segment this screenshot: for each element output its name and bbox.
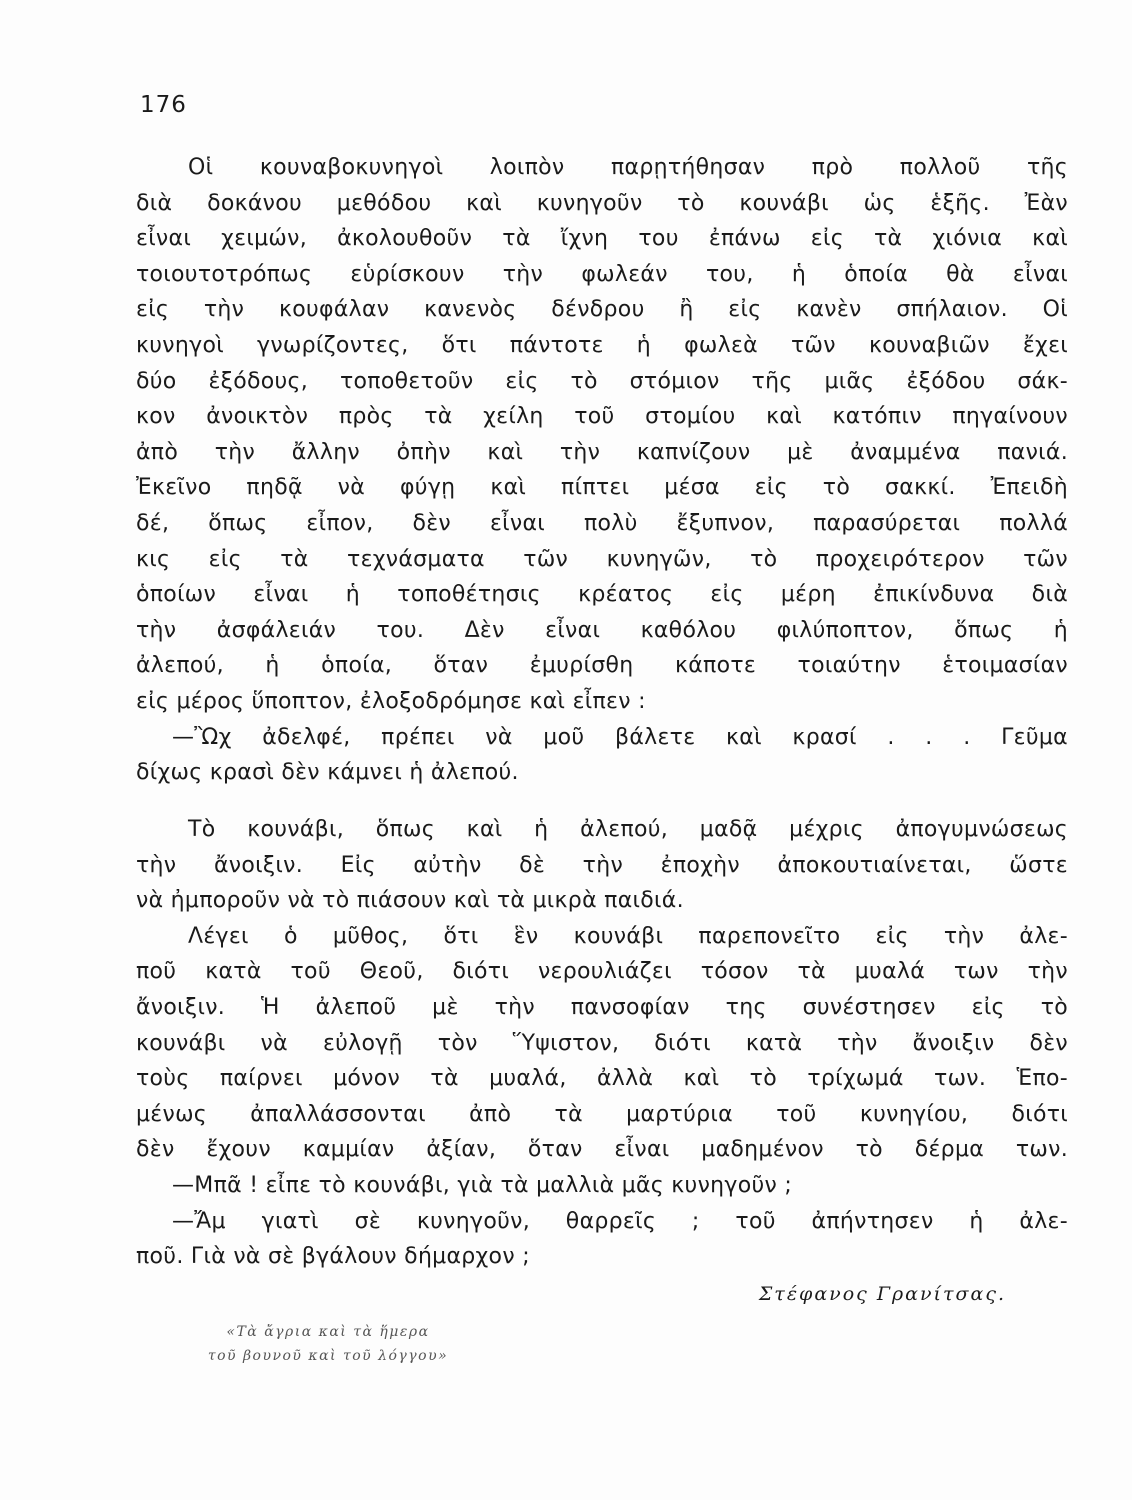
text-line: τοιουτοτρόπως εὑρίσκουν τὴν φωλεάν του, ἡ ὁποία θὰ εἶναι bbox=[136, 261, 1068, 287]
text-line: κουνάβι νὰ εὐλογῇ τὸν Ὕψιστον, διότι κατὰ τὴν ἄνοιξιν δὲν bbox=[136, 1030, 1068, 1056]
author-signature: Στέφανος Γρανίτσας. bbox=[758, 1283, 1006, 1305]
paragraph-1 bbox=[136, 150, 1068, 791]
text-line: διὰ δοκάνου μεθόδου καὶ κυνηγοῦν τὸ κουνάβι ὡς ἑξῆς. Ἐὰν bbox=[136, 190, 1068, 216]
text-line: ἀλεπού, ἡ ὁποία, ὅταν ἐμυρίσθη κάποτε τοιαύτην ἑτοιμασίαν bbox=[136, 653, 1068, 679]
text-line: ἄνοιξιν. Ἡ ἀλεποῦ μὲ τὴν πανσοφίαν της συνέστησεν εἰς τὸ bbox=[136, 994, 1068, 1020]
text-line: Λέγει ὁ μῦθος, ὅτι ἓν κουνάβι παρεπονεῖτο εἰς τὴν ἀλε- bbox=[188, 923, 1068, 949]
text-line: ποῦ κατὰ τοῦ Θεοῦ, διότι νερουλιάζει τόσον τὰ μυαλά των τὴν bbox=[136, 959, 1068, 985]
text-line: τοὺς παίρνει μόνον τὰ μυαλά, ἀλλὰ καὶ τὸ τρίχωμά των. Ἑπο- bbox=[136, 1066, 1068, 1092]
text-line: δίχως κρασὶ δὲν κάμνει ἡ ἀλεπού. bbox=[136, 760, 519, 786]
text-line: δύο ἐξόδους, τοποθετοῦν εἰς τὸ στόμιον τῆς μιᾶς ἐξόδου σάκ- bbox=[136, 368, 1068, 394]
text-line: τὴν ἄνοιξιν. Εἰς αὐτὴν δὲ τὴν ἐποχὴν ἀποκουτιαίνεται, ὥστε bbox=[136, 852, 1068, 878]
text-line: κις εἰς τὰ τεχνάσματα τῶν κυνηγῶν, τὸ προχειρότερον τῶν bbox=[136, 546, 1068, 572]
text-line: κυνηγοὶ γνωρίζοντες, ὅτι πάντοτε ἡ φωλεὰ τῶν κουναβιῶν ἔχει bbox=[136, 332, 1068, 358]
text-line: κον ἀνοικτὸν πρὸς τὰ χείλη τοῦ στομίου καὶ κατόπιν πηγαίνουν bbox=[136, 404, 1068, 430]
dialog-line: —Μπᾶ ! εἶπε τὸ κουνάβι, γιὰ τὰ μαλλιὰ μᾶς κυνηγοῦν ; bbox=[172, 1172, 793, 1198]
text-line: νὰ ἠμποροῦν νὰ τὸ πιάσουν καὶ τὰ μικρὰ παιδιά. bbox=[136, 888, 684, 914]
source-line: τοῦ βουνοῦ καὶ τοῦ λόγγου» bbox=[207, 1348, 449, 1364]
text-line: Ἐκεῖνο πηδᾷ νὰ φύγῃ καὶ πίπτει μέσα εἰς τὸ σακκί. Ἐπειδὴ bbox=[136, 475, 1068, 501]
dialog-line: —Ὢχ ἀδελφέ, πρέπει νὰ μοῦ βάλετε καὶ κρασί . . . Γεῦμα bbox=[172, 724, 1068, 750]
text-line: τὴν ἀσφάλειάν του. Δὲν εἶναι καθόλου φιλύποπτον, ὅπως ἡ bbox=[136, 617, 1068, 643]
text-line: εἰς τὴν κουφάλαν κανενὸς δένδρου ἢ εἰς κανὲν σπήλαιον. Οἱ bbox=[136, 297, 1068, 323]
source-citation bbox=[168, 1320, 488, 1368]
page-number: 176 bbox=[140, 92, 187, 118]
text-line: ἀπὸ τὴν ἄλλην ὀπὴν καὶ τὴν καπνίζουν μὲ ἀναμμένα πανιά. bbox=[136, 439, 1068, 465]
text-line: μένως ἀπαλλάσσονται ἀπὸ τὰ μαρτύρια τοῦ κυνηγίου, διότι bbox=[136, 1101, 1068, 1127]
text-line: ὁποίων εἶναι ἡ τοποθέτησις κρέατος εἰς μέρη ἐπικίνδυνα διὰ bbox=[136, 582, 1068, 608]
text-line: εἶναι χειμών, ἀκολουθοῦν τὰ ἴχνη του ἐπάνω εἰς τὰ χιόνια καὶ bbox=[136, 226, 1068, 252]
text-line: ποῦ. Γιὰ νὰ σὲ βγάλουν δήμαρχον ; bbox=[136, 1244, 530, 1270]
dialog-line: —Ἄμ γιατὶ σὲ κυνηγοῦν, θαρρεῖς ; τοῦ ἀπήντησεν ἡ ἀλε- bbox=[172, 1208, 1068, 1234]
text-line: δὲν ἔχουν καμμίαν ἀξίαν, ὅταν εἶναι μαδημένον τὸ δέρμα των. bbox=[136, 1137, 1068, 1163]
text-line: Τὸ κουνάβι, ὅπως καὶ ἡ ἀλεπού, μαδᾷ μέχρις ἀπογυμνώσεως bbox=[188, 817, 1068, 842]
text-line: Οἱ κουναβοκυνηγοὶ λοιπὸν παρῃτήθησαν πρὸ πολλοῦ τῆς bbox=[188, 155, 1068, 180]
text-line: δέ, ὅπως εἶπον, δὲν εἶναι πολὺ ἔξυπνον, παρασύρεται πολλά bbox=[136, 510, 1068, 536]
paragraph-2 bbox=[136, 812, 1068, 1275]
source-line: «Τὰ ἄγρια καὶ τὰ ἥμερα bbox=[226, 1324, 430, 1340]
text-line: εἰς μέρος ὕποπτον, ἐλοξοδρόμησε καὶ εἶπεν : bbox=[136, 688, 646, 714]
